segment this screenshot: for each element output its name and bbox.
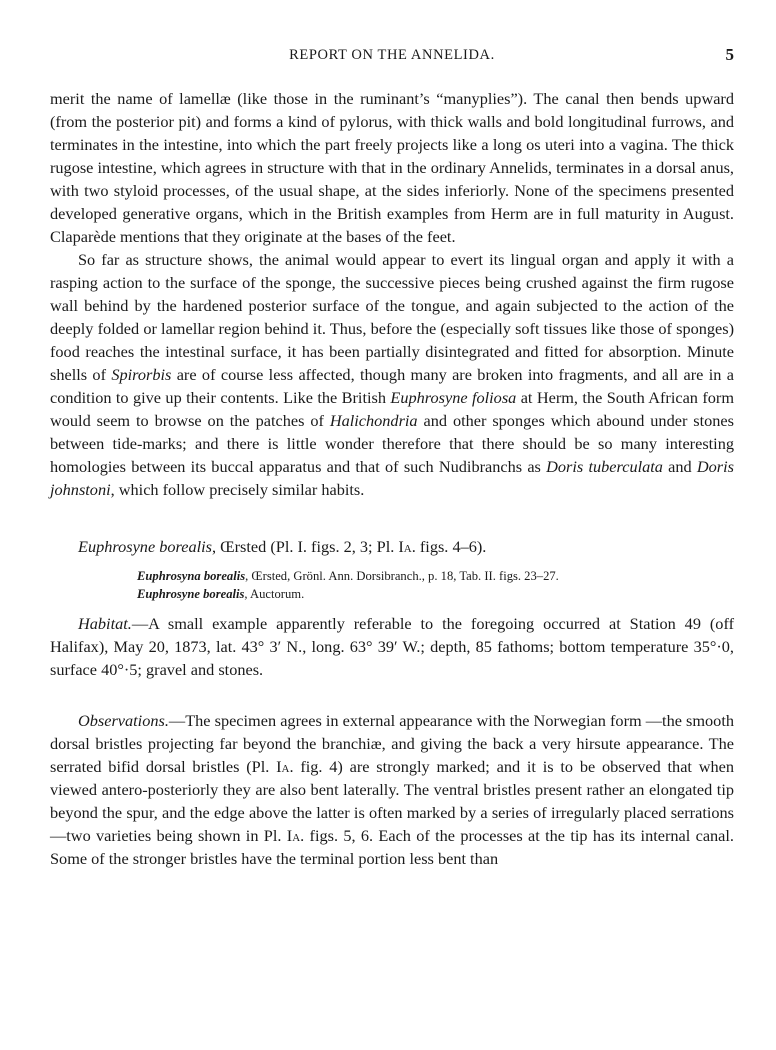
plate-suffix: a [403,537,412,556]
text-run: are of course less affected, though many are broken into fragments, and all are in a condition to give up their contents. Like the British [50,365,734,407]
paragraph-feeding [50,248,734,501]
habitat-label: Habitat. [78,614,132,633]
species-authority: , Œrsted (Pl. I. figs. 2, 3; Pl. I [212,537,404,556]
synonym-citation: , Auctorum. [244,587,305,601]
text-run: —The specimen agrees in external appearance with the Norwegian form —the smooth dorsal bristles projecting far beyond the branchiæ, and giving the back a very hirsute appearance. The serrated bifid dorsal bristles (Pl. I [50,711,734,776]
text-run: . figs. 5, 6. Each of the processes at the tip has its internal canal. Some of the stronger bristles have the terminal portion less bent than [50,826,735,868]
synonym-name: Euphrosyna borealis [137,569,246,583]
text-run: at Herm, the South African form would seem to browse on the patches of [50,388,735,430]
paragraph-structure-continued: merit the name of lamellæ (like those in the ruminant’s “manyplies”). The canal then bends upward (from the posterior pit) and forms a kind of pylorus, with thick walls and bold longitudinal furrows, and terminates in the intestine, into which the part freely projects like a long os uteri into a vagina. The thick rugose intestine, which agrees in structure with that in the ordinary Annelids, terminates in a dorsal anus, with two styloid processes, of the usual shape, at the sides inferiorly. None of the specimens presented developed generative organs, which in the British examples from Herm are in full maturity in August. Claparède mentions that they originate at the bases of the feet. [50,89,734,246]
taxon-name: Halichondria [329,411,418,430]
observations-label: Observations. [78,711,169,730]
body-text [50,87,734,870]
observations-paragraph [50,709,734,870]
synonym-citation: , Œrsted, Grönl. Ann. Dorsibranch., p. 18, Tab. II. figs. 23–27. [245,569,559,583]
text-run: and other sponges which abound under stones between tide-marks; and there is little wonder therefore that there should be so many interesting homologies between its buccal apparatus and that of such Nudibranchs as [50,411,734,476]
synonym-entry [137,567,734,585]
synonym-entry [137,585,734,603]
synonym-name: Euphrosyne borealis [137,587,245,601]
taxon-name: Spirorbis [111,365,172,384]
text-run: , which follow precisely similar habits. [110,480,365,499]
taxon-name: Doris tuberculata [546,457,663,476]
taxon-name: Doris johnstoni [50,457,735,499]
habitat-paragraph [50,612,734,681]
text-run: So far as structure shows, the animal would appear to evert its lingual organ and apply it with a rasping action to the surface of the sponge, the successive pieces being crushed against the firm rugose wall behind by the hardened posterior surface of the tongue, and again subjected to the action of the deeply folded or lamellar region behind it. Thus, before the (especially soft tissues like those of sponges) food reaches the intestinal surface, it has been partially disintegrated and fitted for absorption. Minute shells of [50,250,734,384]
species-figures: . figs. 4–6). [411,537,487,556]
taxon-name: Euphrosyne foliosa [390,388,517,407]
plate-suffix: a [292,826,301,845]
species-name: Euphrosyne borealis [78,537,213,556]
text-run: and [662,457,697,476]
running-title: REPORT ON THE ANNELIDA. [289,47,495,63]
running-header [50,47,734,69]
synonymy-list [50,567,734,603]
page-number: 5 [725,45,734,64]
habitat-text: —A small example apparently referable to the foregoing occurred at Station 49 (off Halifax), May 20, 1873, lat. 43° 3′ N., long. 63° 39′ W.; depth, 85 fathoms; bottom temperature 35°·0, surface 40°·5; gravel and stones. [50,614,734,679]
text-run: . fig. 4) are strongly marked; and it is to be observed that when viewed antero-posteriorly they are also bent laterally. The ventral bristles present rather an elongated tip beyond the spur, and the edge above the latter is often marked by a series of irregularly placed serrations—two varieties being shown in Pl. I [50,757,735,845]
plate-suffix: a [281,757,290,776]
species-heading [50,535,734,558]
